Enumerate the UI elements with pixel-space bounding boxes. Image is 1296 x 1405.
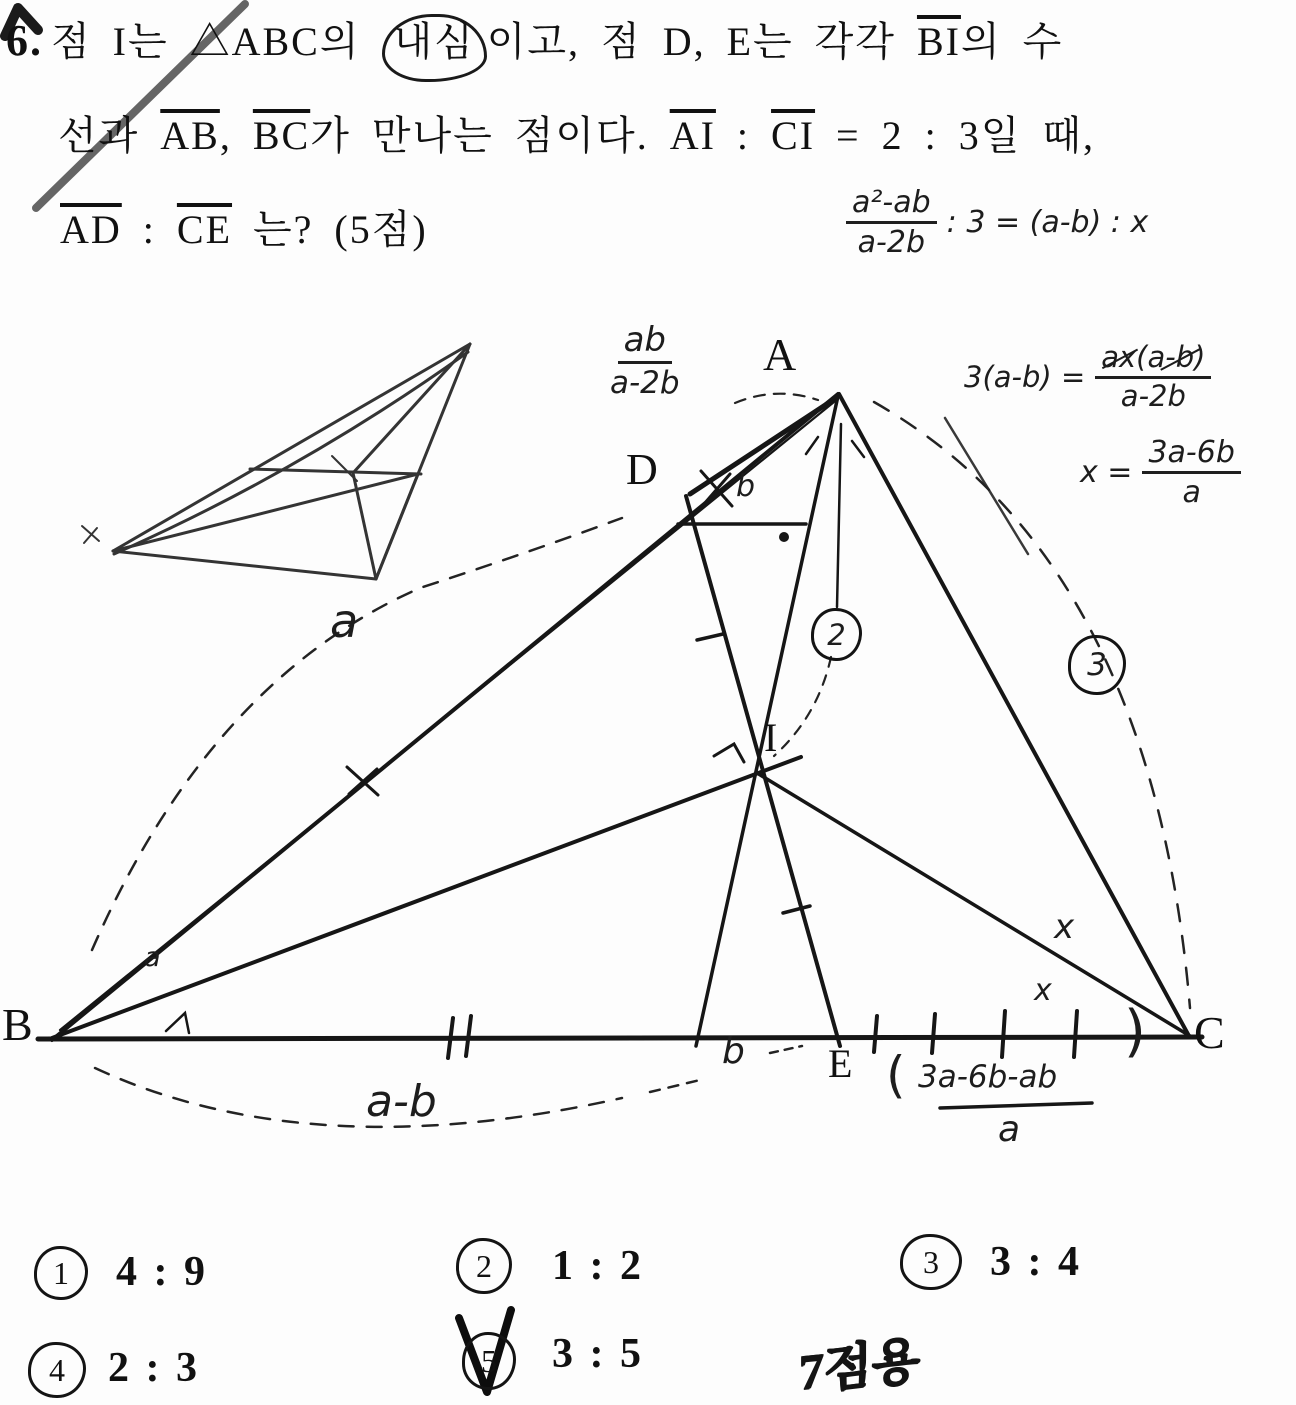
denominator: a-2b	[610, 365, 680, 402]
tick-x-ab-lower	[347, 767, 378, 795]
problem-text: = 2 : 3일 때,	[815, 113, 1095, 158]
option-2-ratio: 1 : 2	[552, 1243, 644, 1289]
angle-b-label: a	[144, 942, 161, 973]
option-5-ratio: 3 : 5	[552, 1331, 644, 1377]
numerator: a²-ab	[846, 186, 937, 224]
leader-a-to-circled2	[837, 424, 841, 607]
problem-text: 선과	[58, 113, 161, 158]
option-4-circle: 4	[28, 1342, 86, 1398]
problem-text: 가 만나는 점이다.	[310, 113, 670, 158]
vertex-c-label: C	[1194, 1007, 1225, 1058]
circled-2-ai-ratio: 2	[811, 608, 862, 661]
problem-text: 는? (5점)	[232, 207, 428, 252]
denominator: a-2b	[1120, 378, 1186, 413]
problem-text: :	[121, 207, 177, 252]
fraction	[846, 186, 937, 259]
right-angle-mark	[714, 744, 744, 762]
denominator: a-2b	[857, 225, 925, 260]
b-label-near-d: b	[736, 469, 756, 504]
segment-ic	[757, 773, 1190, 1036]
option-5-circle-checked: 5	[462, 1332, 516, 1390]
problem-text: 의 수	[960, 19, 1064, 64]
side-ab-thick	[690, 398, 836, 494]
segment-ce-text: $\overline{CE}$	[176, 207, 233, 252]
problem-line-3	[60, 206, 428, 254]
ec-fraction-bar	[940, 1103, 1092, 1108]
angle-mark-b	[166, 1013, 189, 1033]
circled-word-incenter: 내심	[382, 14, 487, 82]
option-1-ratio: 4 : 9	[116, 1249, 208, 1295]
equation-text: : 3 = (a-b) : x	[946, 205, 1149, 240]
line-d-i-e	[686, 496, 840, 1046]
arc-length-a	[92, 518, 622, 950]
x-label-on-base: x	[1034, 973, 1052, 1008]
problem-text: 이고, 점 D, E는 각각	[486, 19, 917, 64]
problem-number: 6.	[6, 16, 43, 65]
circled-3-ci-ratio: 3	[1068, 635, 1126, 695]
fraction	[1142, 436, 1240, 509]
side-ab-overdraw	[60, 402, 834, 1030]
tick-ie	[783, 906, 810, 913]
handwritten-eq1	[846, 186, 1148, 259]
option-3-circle: 3	[900, 1234, 962, 1290]
angle-marks-a	[806, 437, 864, 457]
arc-length-a-minus-b	[95, 1068, 622, 1127]
vertex-b-label: B	[2, 999, 33, 1050]
segment-ci-text: $\overline{CI}$	[771, 113, 816, 158]
segment-ai-text: $\overline{AI}$	[669, 113, 716, 158]
vertex-a-label: A	[763, 329, 797, 380]
dashed-annotations	[92, 394, 1190, 1127]
numerator-cancelled: ax(a-b)	[1095, 342, 1211, 379]
denominator: a	[1182, 475, 1201, 510]
b-label-near-e: b	[722, 1031, 745, 1072]
problem-text: 점 I는 △ABC의	[51, 19, 382, 64]
option-2-circle: 2	[456, 1238, 512, 1294]
option-3-ratio: 3 : 4	[990, 1239, 1082, 1285]
length-a-label: a	[330, 594, 359, 648]
equation-text: x =	[1080, 455, 1133, 490]
length-a-minus-b-label: a-b	[366, 1076, 437, 1127]
fraction	[1095, 342, 1211, 413]
handwritten-scribble: 7점용	[798, 1331, 920, 1401]
leader-circled2-to-i	[774, 657, 831, 756]
point-i-label: I	[764, 715, 778, 760]
leader-b-to-e	[770, 1046, 802, 1053]
handwritten-eq2	[964, 342, 1211, 413]
problem-line-1	[6, 14, 1063, 69]
handwritten-eq3	[1080, 436, 1241, 509]
equation-text: 3(a-b) =	[964, 360, 1086, 395]
stray-pencil-stroke	[945, 418, 1028, 554]
segment-bi	[52, 757, 801, 1038]
tick-di	[697, 634, 723, 640]
fraction-ab-over-a-minus-2b	[610, 322, 680, 400]
arc-ab-tail	[650, 1080, 700, 1092]
option-1-circle: 1	[34, 1246, 88, 1300]
leader-fraction-to-a	[735, 394, 818, 403]
segment-ab-text: $\overline{AB}$	[160, 113, 220, 158]
problem-text: :	[715, 113, 772, 158]
segment-ad-text: $\overline{AD}$	[60, 207, 122, 252]
ec-fraction-open-paren: (	[886, 1046, 906, 1104]
triangle-abc	[38, 394, 1202, 1108]
side-bc	[38, 1037, 1202, 1039]
ec-fraction-denominator: a	[998, 1109, 1021, 1150]
ink-dot	[779, 532, 789, 542]
ec-fraction-numerator: 3a-6b-ab	[918, 1059, 1058, 1095]
segment-bc-text: $\overline{BC}$	[252, 113, 311, 158]
point-d-label: D	[626, 445, 658, 494]
mini-sketch-triangle	[82, 344, 470, 579]
problem-text: ,	[219, 113, 253, 158]
ec-fraction-close-paren: )	[1124, 999, 1146, 1064]
option-4-ratio: 2 : 3	[108, 1345, 200, 1391]
numerator: ab	[618, 322, 672, 364]
segment-bi-text: $\overline{BI}$	[916, 19, 961, 64]
x-label-on-ic: x	[1054, 907, 1075, 947]
point-e-label: E	[828, 1041, 853, 1086]
numerator: 3a-6b	[1142, 436, 1240, 474]
problem-line-2	[58, 112, 1095, 160]
